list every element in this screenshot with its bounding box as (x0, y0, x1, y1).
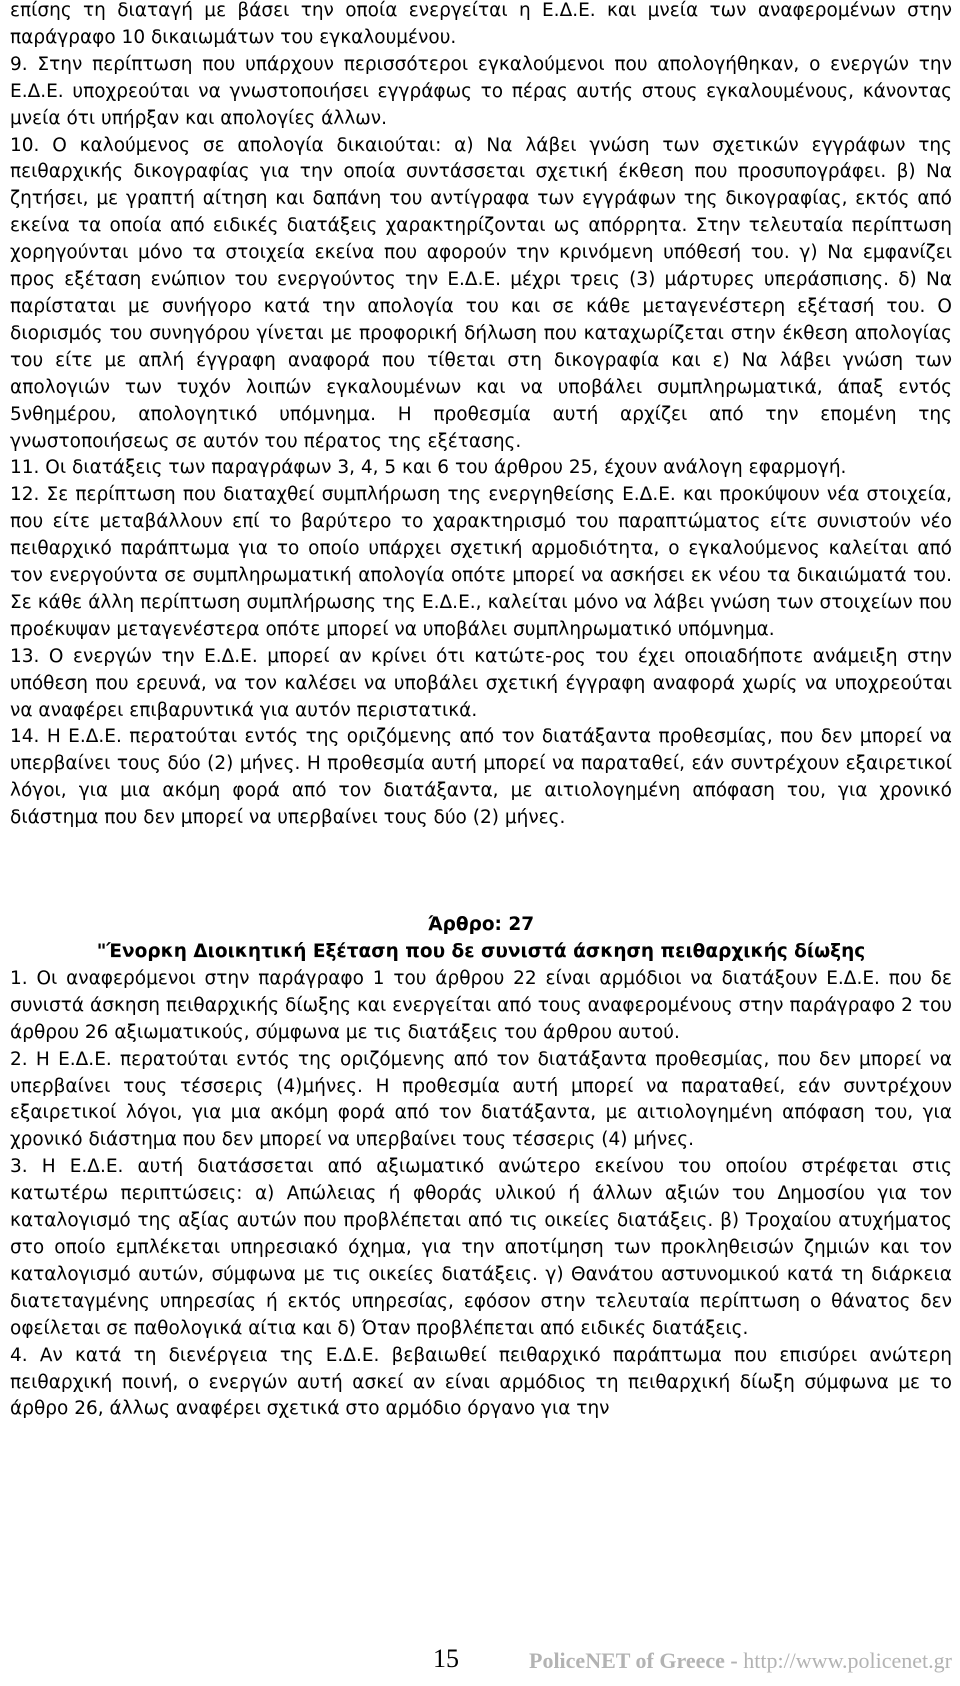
paragraph: 11. Οι διατάξεις των παραγράφων 3, 4, 5 και 6 του άρθρου 25, έχουν ανάλογη εφαρμογή. (10, 457, 847, 479)
page-number: 15 (433, 1644, 459, 1673)
paragraph: 3. Η Ε.Δ.Ε. αυτή διατάσσεται από αξιωματικό ανώτερο εκείνου του οποίου στρέφεται στις κατωτέρω περιπτώσεις: α) Απώλειας ή φθοράς υλικού ή άλλων αξιών του Δημοσίου για τον καταλογισμό της αξίας αυτών που προβλέπεται από τις οικείες διατάξεις. β) Τροχαίου ατυχήματος στο οποίο εμπλέκεται υπηρεσιακό όχημα, για την αποτίμηση των προκληθεισών ζημιών και τον καταλογισμό αυτών, σύμφωνα με τις οικείες διατάξεις. γ) Θανάτου αστυνομικού κατά τη διάρκεια διατεταγμένης υπηρεσίας ή εκτός υπηρεσίας, εφόσον στην τελευταία περίπτωση ο θάνατος δεν οφείλεται σε παθολογικά αίτια και δ) Όταν προβλέπεται από ειδικές διατάξεις. (10, 1156, 952, 1339)
site-credit (529, 1648, 952, 1674)
paragraph: επίσης τη διαταγή με βάσει την οποία ενεργείται η Ε.Δ.Ε. και μνεία των αναφερομένων στην παράγραφο 10 δικαιωμάτων του εγκαλουμένου. (10, 0, 952, 48)
article-subtitle: "Ένορκη Διοικητική Εξέταση που δε συνιστά άσκηση πειθαρχικής δίωξης (96, 941, 866, 962)
site-name: PoliceNET of Greece (529, 1648, 725, 1673)
article-title: Άρθρο: 27 (427, 914, 535, 936)
paragraph: 14. Η Ε.Δ.Ε. περατούται εντός της οριζόμενης από τον διατάξαντα προθεσμίας, που δεν μπορεί να υπερβαίνει τους δύο (2) μήνες. Η προθεσμία αυτή μπορεί να παραταθεί, εάν συντρέχουν εξαιρετικοί λόγοι, για μια ακόμη φορά από τον διατάξαντα, με αιτιολογημένη απόφαση του, για χρονικό διάστημα που δεν μπορεί να υπερβαίνει τους δύο (2) μήνες. (10, 726, 952, 829)
section-spacer (10, 832, 952, 912)
site-url: http://www.policenet.gr (743, 1648, 952, 1673)
paragraph: 10. Ο καλούμενος σε απολογία δικαιούται: α) Να λάβει γνώση των σχετικών εγγράφων της πειθαρχικής δικογραφίας για την οποία συντάσσεται σχετική έκθεση που προσυπογράφει. β) Να ζητήσει, με γραπτή αίτηση και δαπάνη του αντίγραφα των εγγράφων της δικογραφίας, εκτός από εκείνα τα οποία από ειδικές διατάξεις χαρακτηρίζονται ως απόρρητα. Στην τελευταία περίπτωση χορηγούνται μόνο τα στοιχεία εκείνα που αφορούν την κρινόμενη υπόθεσή του. γ) Να εμφανίζει προς εξέταση ενώπιον του ενεργούντος την Ε.Δ.Ε. μέχρι τρεις (3) μάρτυρες υπεράσπισης. δ) Να παρίσταται με συνήγορο κατά την απολογία του και σε κάθε μεταγενέστερη εξέτασή του. Ο διορισμός του συνηγόρου γίνεται με προφορική δήλωση που καταχωρίζεται στην έκθεση απολογίας του είτε με απλή έγγραφη αναφορά που τίθεται στη δικογραφία και ε) Να λάβει γνώση των απολογιών των τυχόν λοιπών εγκαλουμένων και να υποβάλει συμπληρωματικά, άπαξ εντός 5νθημέρου, απολογητικό υπόμνημα. Η προθεσμία αυτή αρχίζει από την επομένη της γνωστοποιήσεως σε αυτόν του πέρατος της εξέτασης. (10, 134, 952, 452)
paragraph: 4. Αν κατά τη διενέργεια της Ε.Δ.Ε. βεβαιωθεί πειθαρχικό παράπτωμα που επισύρει ανώτερη πειθαρχική ποινή, ο ενεργών αυτή ασκεί αν είναι αρμόδιος τη πειθαρχική δίωξη σύμφωνα με το άρθρο 26, άλλως αναφέρει σχετικά στο αρμόδιο όργανο για την (10, 1344, 952, 1420)
page-footer (0, 1640, 960, 1680)
paragraph: 13. Ο ενεργών την Ε.Δ.Ε. μπορεί αν κρίνει ότι κατώτε-ρος του έχει οποιαδήποτε ανάμειξη στην υπόθεση που ερευνά, να τον καλέσει να υποβάλει σχετική έγγραφη αναφορά χωρίς να υποχρεούται να αναφέρει επιβαρυντικά για αυτόν περιστατικά. (10, 645, 952, 721)
paragraph: 1. Οι αναφερόμενοι στην παράγραφο 1 του άρθρου 22 είναι αρμόδιοι να διατάξουν Ε.Δ.Ε. που δε συνιστά άσκηση πειθαρχικής δίωξης και ενεργείται από τους αναφερομένους στην παράγραφο 2 του άρθρου 26 αξιωματικούς, σύμφωνα με τις διατάξεις του άρθρου αυτού. (10, 967, 952, 1043)
paragraph: 2. Η Ε.Δ.Ε. περατούται εντός της οριζόμενης από τον διατάξαντα προθεσμίας, που δεν μπορεί να υπερβαίνει τους τέσσερις (4)μήνες. Η προθεσμία αυτή μπορεί να παραταθεί, εάν συντρέχουν εξαιρετικοί λόγοι, για μια ακόμη φορά από τον διατάξαντα, με αιτιολογημένη απόφαση του, για χρονικό διάστημα που δεν μπορεί να υπερβαίνει τους τέσσερις (4) μήνες. (10, 1048, 952, 1151)
paragraph: 12. Σε περίπτωση που διαταχθεί συμπλήρωση της ενεργηθείσης Ε.Δ.Ε. και προκύψουν νέα στοιχεία, που είτε μεταβάλλουν επί το βαρύτερο το χαρακτηρισμό του παραπτώματος είτε συνιστούν νέο πειθαρχικό παράπτωμα για το οποίο υπάρχει σχετική αρμοδιότητα, ο εγκαλούμενος καλείται από τον ενεργούντα σε συμπληρωματική απολογία οπότε μπορεί να ασκήσει εκ νέου τα δικαιώματά του. Σε κάθε άλλη περίπτωση συμπλήρωσης της Ε.Δ.Ε., καλείται μόνο να λάβει γνώση των στοιχείων που προέκυψαν μεταγενέστερα οπότε μπορεί να υποβάλει συμπληρωματικό υπόμνημα. (10, 484, 952, 640)
paragraph: 9. Στην περίπτωση που υπάρχουν περισσότεροι εγκαλούμενοι που απολογήθηκαν, ο ενεργών την Ε.Δ.Ε. υποχρεούται να γνωστοποιήσει εγγράφως το πέρας αυτής στους εγκαλουμένους, κάνοντας μνεία ότι υπήρξαν και απολογίες άλλων. (10, 53, 952, 129)
site-separator: - (724, 1648, 744, 1673)
